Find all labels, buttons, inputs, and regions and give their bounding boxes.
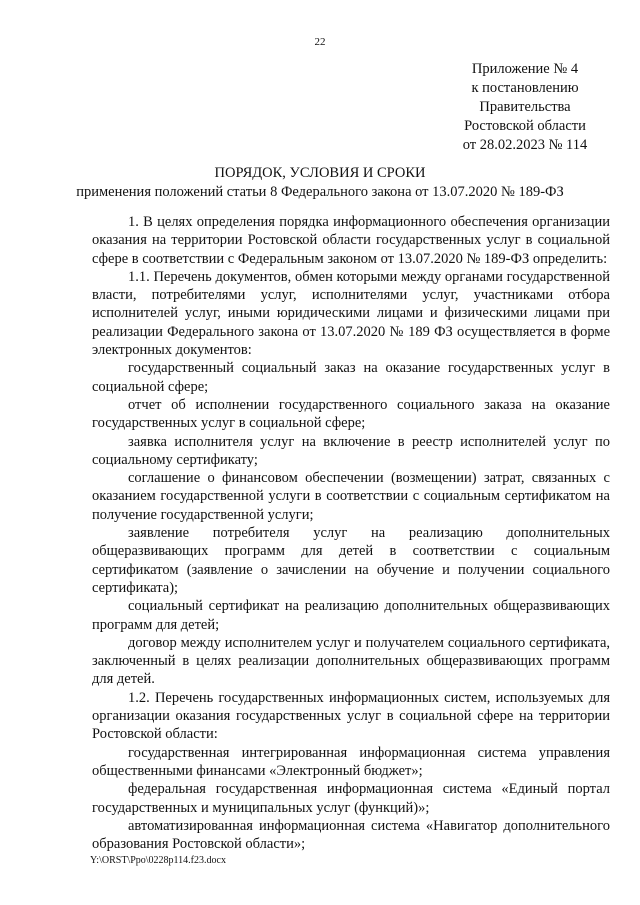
paragraph: государственная интегрированная информационная система управления общественными финансами «Электронный бюджет»; bbox=[92, 744, 610, 779]
document-body bbox=[92, 213, 610, 853]
paragraph: заявка исполнителя услуг на включение в реестр исполнителей услуг по социальному сертификату; bbox=[92, 433, 610, 468]
paragraph: социальный сертификат на реализацию дополнительных общеразвивающих программ для детей; bbox=[92, 598, 610, 633]
page-number: 22 bbox=[314, 36, 326, 48]
paragraph: отчет об исполнении государственного социального заказа на оказание государственных услуг в социальной сфере; bbox=[92, 396, 610, 432]
annex-line: от 28.02.2023 № 114 bbox=[462, 137, 588, 153]
paragraph: договор между исполнителем услуг и получателем социального сертификата, заключенный в целях реализации дополнительных общеразвивающих программ для детей. bbox=[92, 634, 610, 688]
document-title: ПОРЯДОК, УСЛОВИЯ И СРОКИ bbox=[214, 165, 426, 181]
paragraph: 1. В целях определения порядка информационного обеспечения организации оказания на территории Ростовской области государственных услуг в социальной сфере в соответствии с Федеральным законом от 13.07.2020 № 189-ФЗ определить: bbox=[92, 214, 610, 267]
paragraph: федеральная государственная информационная система «Единый портал государственных и муниципальных услуг (функций)»; bbox=[92, 781, 610, 816]
paragraph: соглашение о финансовом обеспечении (возмещении) затрат, связанных с оказанием государственной услуги в соответствии с социальным сертификатом на получение государственной услуги; bbox=[92, 470, 610, 523]
annex-line: Приложение № 4 bbox=[471, 61, 579, 77]
annex-header bbox=[440, 60, 610, 155]
document-subtitle: применения положений статьи 8 Федерального закона от 13.07.2020 № 189-ФЗ bbox=[76, 184, 564, 200]
file-path-footer: Y:\ORST\Ppo\0228p114.f23.docx bbox=[90, 855, 226, 866]
paragraph: заявление потребителя услуг на реализацию дополнительных общеразвивающих программ для детей в соответствии с социальным сертификатом (заявление о зачислении на обучение и получении социального сертификата); bbox=[92, 525, 610, 596]
paragraph: 1.2. Перечень государственных информационных систем, используемых для организации оказания государственных услуг в социальной сфере на территории Ростовской области: bbox=[92, 689, 610, 743]
paragraph: 1.1. Перечень документов, обмен которыми между органами государственной власти, потребителями услуг, исполнителями услуг, участниками отбора исполнителей услуг, иными юридическими лицами и физическими лицами при реализации Федерального закона от 13.07.2020 № 189 ФЗ осуществляется в форме электронных документов: bbox=[92, 268, 610, 359]
annex-line: Ростовской области bbox=[464, 118, 586, 134]
paragraph: государственный социальный заказ на оказание государственных услуг в социальной сфере; bbox=[92, 360, 610, 395]
annex-line: к постановлению bbox=[471, 80, 579, 96]
paragraph: автоматизированная информационная система «Навигатор дополнительного образования Ростовской области»; bbox=[92, 817, 610, 853]
annex-line: Правительства bbox=[479, 99, 571, 115]
